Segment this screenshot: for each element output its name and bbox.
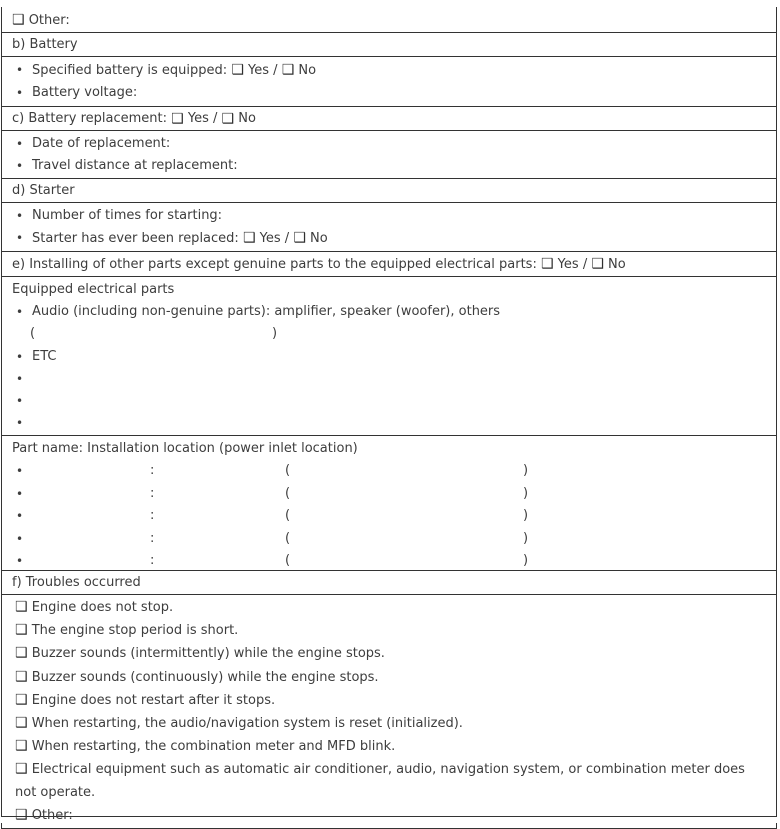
open-paren: (	[285, 485, 291, 501]
inspection-form-table	[1, 7, 777, 823]
trouble-item-label: Buzzer sounds (intermittently) while the engine stops.	[31, 646, 385, 662]
part-name-entry-line	[2, 483, 776, 506]
checkbox-icon[interactable]: ❑	[15, 599, 28, 615]
section-header-installing	[2, 252, 776, 277]
replacement-details-row	[2, 131, 776, 179]
trouble-item-label: Engine does not stop.	[31, 600, 174, 615]
part-name-entry-line	[2, 460, 776, 483]
bullet-icon: •	[16, 305, 24, 320]
battery-replacement-label: c) Battery replacement:	[12, 111, 168, 126]
bullet-icon: •	[16, 464, 24, 479]
bullet-icon: •	[16, 371, 24, 386]
close-paren: )	[272, 326, 278, 342]
bullet-icon: •	[16, 231, 24, 246]
audio-label: Audio (including non-genuine parts): amplifier, speaker (woofer), others	[32, 304, 501, 320]
checkbox-icon[interactable]: ❑	[15, 645, 28, 662]
trouble-item	[15, 642, 762, 665]
replacement-distance-line	[2, 155, 776, 177]
no-label: No	[298, 63, 317, 78]
bullet-icon: •	[16, 554, 24, 569]
section-header-troubles	[2, 571, 776, 595]
section-header-battery	[2, 33, 776, 57]
bullet-icon: •	[16, 159, 24, 174]
trouble-item	[15, 596, 762, 619]
replacement-distance-label: Travel distance at replacement:	[32, 158, 238, 174]
installing-label: e) Installing of other parts except genuine parts to the equipped electrical parts:	[12, 256, 537, 272]
trouble-item-label: When restarting, the combination meter and MFD blink.	[31, 739, 396, 755]
section-header-starter	[2, 179, 776, 203]
yesno-separator: /	[273, 63, 278, 78]
empty-bullet-line	[2, 412, 776, 434]
battery-header-label: b) Battery	[12, 37, 78, 52]
bullet-icon: •	[16, 531, 24, 546]
battery-equipped-line	[2, 59, 776, 82]
battery-details-row	[2, 57, 776, 107]
part-name-entry-line	[2, 550, 776, 573]
yes-checkbox-icon[interactable]: ❑	[231, 62, 244, 78]
no-label: No	[608, 256, 626, 272]
empty-bullet-line	[2, 390, 776, 412]
replacement-date-label: Date of replacement:	[32, 136, 171, 151]
close-paren: )	[523, 463, 529, 479]
bullet-icon: •	[16, 86, 24, 101]
starter-times-label: Number of times for starting:	[32, 208, 223, 223]
section-header-battery-replacement	[2, 107, 776, 131]
checkbox-icon[interactable]: ❑	[12, 12, 25, 28]
checkbox-icon[interactable]: ❑	[15, 668, 28, 685]
yes-checkbox-icon[interactable]: ❑	[242, 230, 256, 247]
empty-bullet-line	[2, 368, 776, 390]
no-label: No	[238, 111, 256, 126]
no-checkbox-icon[interactable]: ❑	[591, 256, 604, 272]
yes-checkbox-icon[interactable]: ❑	[540, 256, 554, 272]
yes-label: Yes	[187, 111, 209, 126]
other-label: Other:	[28, 13, 70, 28]
audio-line	[2, 301, 776, 323]
checkbox-icon[interactable]: ❑	[15, 738, 28, 755]
checkbox-icon[interactable]: ❑	[15, 761, 28, 778]
no-checkbox-icon[interactable]: ❑	[281, 62, 295, 78]
part-name-entry-line	[2, 505, 776, 528]
colon-separator: :	[150, 463, 155, 479]
bullet-icon: •	[16, 509, 24, 524]
colon-separator: :	[150, 508, 155, 524]
yes-label: Yes	[248, 63, 270, 78]
trouble-item-label: Other:	[31, 807, 73, 823]
colon-separator: :	[150, 530, 155, 546]
close-paren: )	[523, 530, 529, 546]
replacement-date-line	[2, 133, 776, 155]
trouble-item-label: Electrical equipment such as automatic air conditioner, audio, navigation system, or combination meter does not operate.	[15, 762, 745, 800]
troubles-header-label: f) Troubles occurred	[12, 575, 141, 590]
trouble-item	[15, 712, 762, 735]
trouble-item-label: Buzzer sounds (continuously) while the engine stops.	[31, 669, 379, 685]
yesno-separator: /	[213, 111, 218, 126]
yes-checkbox-icon[interactable]: ❑	[171, 110, 184, 127]
starter-replaced-label: Starter has ever been replaced:	[32, 231, 239, 247]
trouble-item	[15, 619, 762, 642]
checkbox-icon[interactable]: ❑	[15, 806, 28, 823]
part-name-row	[2, 436, 776, 571]
next-table-edge	[1, 823, 777, 829]
equipped-parts-title: Equipped electrical parts	[12, 282, 175, 297]
etc-label: ETC	[32, 348, 57, 364]
close-paren: )	[523, 485, 529, 501]
starter-times-line	[2, 205, 776, 227]
battery-voltage-label: Battery voltage:	[32, 85, 138, 101]
bullet-icon: •	[16, 349, 24, 364]
audio-write-in-parens	[2, 323, 776, 345]
open-paren: (	[30, 326, 36, 342]
colon-separator: :	[150, 485, 155, 501]
bullet-icon: •	[16, 416, 24, 431]
trouble-item	[15, 666, 762, 689]
no-label: No	[310, 231, 328, 247]
no-checkbox-icon[interactable]: ❑	[293, 230, 306, 247]
part-name-entry-line	[2, 528, 776, 551]
colon-separator: :	[150, 553, 155, 569]
battery-equipped-label: Specified battery is equipped:	[32, 63, 228, 78]
troubles-checklist-row	[2, 595, 776, 823]
open-paren: (	[285, 508, 291, 524]
etc-line	[2, 346, 776, 368]
yesno-separator: /	[284, 231, 290, 247]
part-name-title: Part name: Installation location (power inlet location)	[12, 441, 358, 456]
bullet-icon: •	[16, 393, 24, 408]
open-paren: (	[285, 463, 291, 479]
checkbox-icon[interactable]: ❑	[15, 691, 28, 708]
starter-header-label: d) Starter	[12, 183, 75, 198]
trouble-item-label: When restarting, the audio/navigation system is reset (initialized).	[31, 716, 463, 732]
close-paren: )	[523, 553, 529, 569]
battery-voltage-line	[2, 82, 776, 104]
trouble-item	[15, 735, 762, 758]
starter-replaced-line	[2, 227, 776, 250]
starter-details-row	[2, 203, 776, 252]
equipped-parts-row	[2, 277, 776, 436]
trouble-item-label: Engine does not restart after it stops.	[31, 692, 276, 708]
other-checkbox-row-top	[2, 7, 776, 33]
yes-label: Yes	[557, 256, 579, 272]
close-paren: )	[523, 508, 529, 524]
bullet-icon: •	[16, 486, 24, 501]
checkbox-icon[interactable]: ❑	[15, 715, 28, 732]
bullet-icon: •	[16, 63, 24, 77]
checkbox-icon[interactable]: ❑	[15, 622, 28, 639]
yes-label: Yes	[259, 231, 281, 247]
open-paren: (	[285, 530, 291, 546]
bullet-icon: •	[16, 209, 24, 223]
trouble-item-label: The engine stop period is short.	[31, 623, 239, 639]
open-paren: (	[285, 553, 291, 569]
trouble-item	[15, 758, 762, 803]
bullet-icon: •	[16, 137, 24, 151]
trouble-item	[15, 689, 762, 712]
yesno-separator: /	[582, 256, 588, 272]
no-checkbox-icon[interactable]: ❑	[221, 110, 235, 127]
